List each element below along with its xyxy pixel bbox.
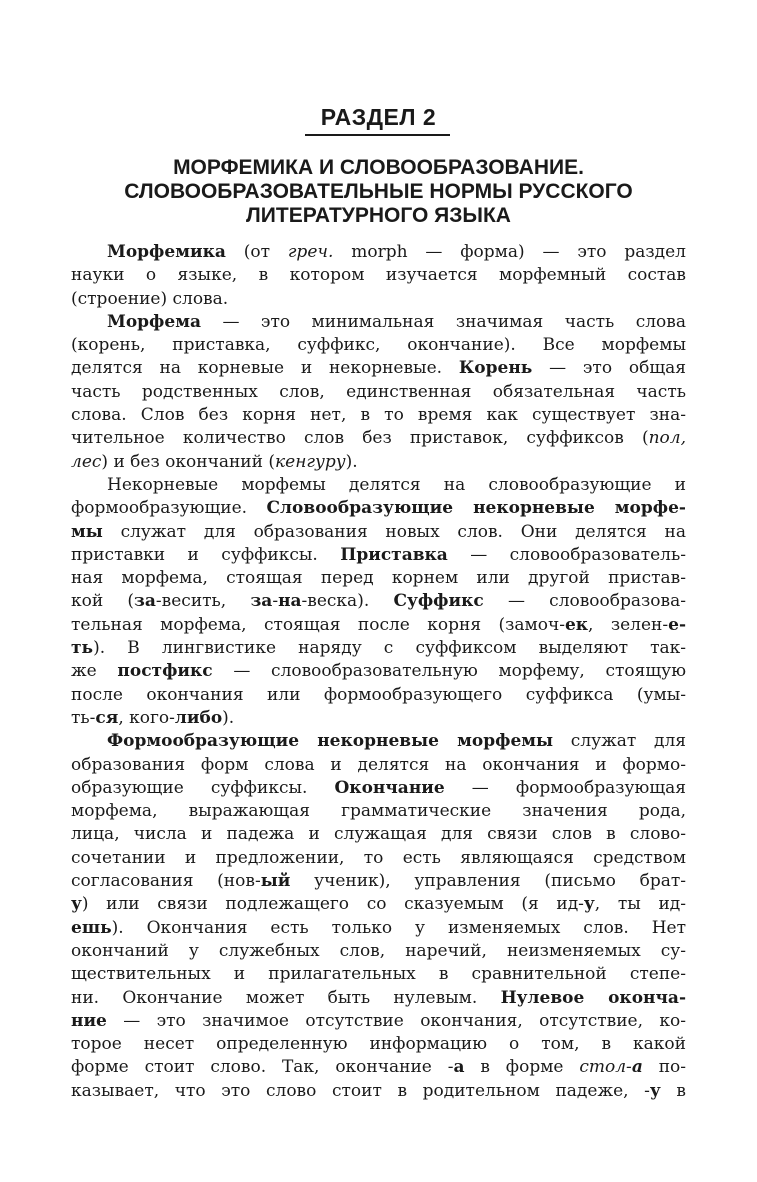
text-line: науки о языке, в котором изучается морфемный состав	[71, 265, 686, 286]
body-text	[71, 241, 686, 1103]
text-line: формообразующие. Словообразующие некорневые морфе-	[71, 498, 686, 519]
text-line: ная морфема, стоящая перед корнем или другой пристав-	[71, 568, 686, 589]
term-morpheme: Морфема	[107, 311, 201, 332]
text-line: мы служат для образования новых слов. Они делятся на	[71, 521, 686, 542]
text-line: ществительных и прилагательных в сравнительной степе-	[71, 964, 686, 985]
text-line: ешь). Окончания есть только у изменяемых слов. Нет	[71, 917, 686, 938]
text-line: делятся на корневые и некорневые. Корень — это общая	[71, 358, 686, 379]
text-line: образующие суффиксы. Окончание — формообразующая	[71, 777, 686, 798]
title-line: МОРФЕМИКА И СЛОВООБРАЗОВАНИЕ.	[173, 156, 584, 179]
text-line: лес) и без окончаний (кенгуру).	[71, 451, 358, 472]
text-line: Некорневые морфемы делятся на словообразующие и	[107, 474, 686, 495]
title-line: ЛИТЕРАТУРНОГО ЯЗЫКА	[246, 204, 511, 227]
text-line: ние — это значимое отсутствие окончания, отсутствие, ко-	[71, 1010, 686, 1031]
chapter-title	[60, 156, 697, 228]
text-line: Формообразующие некорневые морфемы служат для	[107, 731, 686, 752]
term-prefix: Приставка	[340, 544, 448, 565]
term-postfix: постфикс	[117, 661, 213, 682]
text-line: согласования (нов-ый ученик), управления (письмо брат-	[71, 871, 686, 892]
text-line: окончаний у служебных слов, наречий, неизменяемых су-	[71, 940, 686, 961]
text-line: после окончания или формообразующего суффикса (умы-	[71, 684, 686, 705]
title-line: СЛОВООБРАЗОВАТЕЛЬНЫЕ НОРМЫ РУССКОГО	[124, 180, 633, 203]
text-line: часть родственных слов, единственная обязательная часть	[71, 381, 686, 402]
text-line: казывает, что это слово стоит в родительном падеже, -у в	[71, 1080, 686, 1101]
text-line: Морфема — это минимальная значимая часть слова	[107, 311, 686, 332]
term-suffix: Суффикс	[393, 591, 484, 612]
text-line: приставки и суффиксы. Приставка — словообразователь-	[71, 544, 686, 565]
term-root: Корень	[458, 358, 533, 379]
section-underline	[305, 134, 450, 136]
text-line: (строение) слова.	[71, 288, 229, 309]
text-line: тельная морфема, стоящая после корня (замоч-ек, зелен-е-	[71, 614, 686, 635]
text-line: образования форм слова и делятся на окончания и формо-	[71, 754, 686, 775]
term-ending: Окончание	[334, 777, 445, 798]
text-line: торое несет определенную информацию о том, в какой	[71, 1034, 686, 1055]
text-line: кой (за-весить, за-на-веска). Суффикс — словообразова-	[71, 591, 686, 612]
text-line: ть-ся, кого-либо).	[71, 707, 235, 728]
text-line: (корень, приставка, суффикс, окончание). Все морфемы	[71, 335, 686, 356]
text-line: сочетании и предложении, то есть являющаяся средством	[71, 847, 686, 868]
text-line: же постфикс — словообразовательную морфему, стоящую	[71, 661, 686, 682]
term-morphemics: Морфемика	[107, 242, 226, 262]
text-line: лица, числа и падежа и служащая для связи слов в слово-	[71, 824, 686, 845]
term-zero-ending: Нулевое оконча-	[500, 987, 686, 1008]
text-line: ни. Окончание может быть нулевым. Нулевое оконча-	[71, 987, 686, 1008]
text-line: ть). В лингвистике наряду с суффиксом выделяют так-	[71, 638, 686, 659]
text-line: Морфемика (от греч. morph — форма) — это раздел	[107, 242, 686, 262]
text-line: форме стоит слово. Так, окончание -а в форме стол-а по-	[71, 1057, 686, 1078]
text-line: у) или связи подлежащего со сказуемым (я ид-у, ты ид-	[71, 894, 686, 915]
text-line: морфема, выражающая грамматические значения рода,	[71, 801, 686, 822]
text-line: слова. Слов без корня нет, в то время как существует зна-	[71, 405, 686, 426]
text-line: чительное количество слов без приставок, суффиксов (пол,	[71, 428, 686, 449]
section-label: РАЗДЕЛ 2	[320, 104, 437, 130]
